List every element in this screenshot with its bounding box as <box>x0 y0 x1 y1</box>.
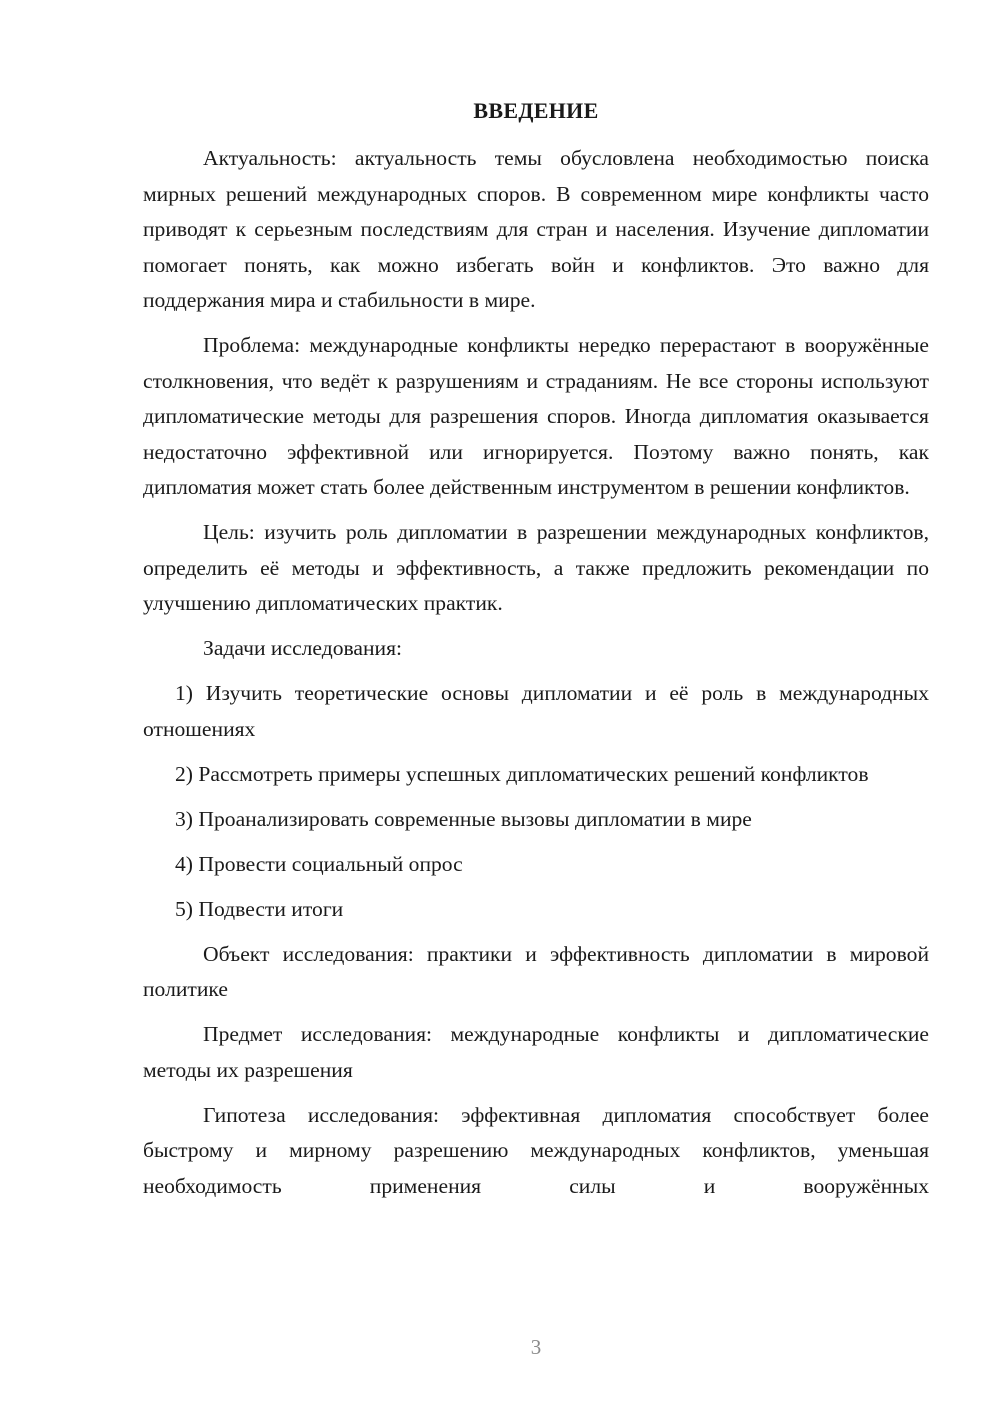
page-number: 3 <box>530 1335 542 1359</box>
task-item: 3) Проанализировать современные вызовы дипломатии в мире <box>175 806 752 831</box>
paragraph-object: Объект исследования: практики и эффективность дипломатии в мировой политике <box>143 941 929 1001</box>
paragraph-subject: Предмет исследования: международные конфликты и дипломатические методы их разрешения <box>143 1022 929 1082</box>
task-item: 2) Рассмотреть примеры успешных дипломатических решений конфликтов <box>175 761 869 786</box>
section-heading: ВВЕДЕНИЕ <box>473 98 599 123</box>
task-item: 4) Провести социальный опрос <box>175 851 463 876</box>
tasks-intro: Задачи исследования: <box>203 636 403 660</box>
paragraph-problem: Проблема: международные конфликты нередко перерастают в вооружённые столкновения, что ведёт к разрушениям и страданиям. Не все стороны используют дипломатические методы для разрешения споров. Иногда дипломатия оказывается недостаточно эффективной или игнорируется. Поэтому важно понять, как дипломатия может стать более действенным инструментом в решении конфликтов. <box>143 333 929 499</box>
paragraph-relevance: Актуальность: актуальность темы обусловлена необходимостью поиска мирных решений международных споров. В современном мире конфликты часто приводят к серьезным последствиям для стран и населения. Изучение дипломатии помогает понять, как можно избегать войн и конфликтов. Это важно для поддержания мира и стабильности в мире. <box>143 146 929 312</box>
paragraph-hypothesis: Гипотеза исследования: эффективная дипломатия способствует более быстрому и мирному разрешению международных конфликтов, уменьшая необходимость применения силы и вооружённых <box>143 1102 929 1198</box>
task-item: 1) Изучить теоретические основы дипломатии и её роль в международных отношениях <box>143 681 929 741</box>
paragraph-goal: Цель: изучить роль дипломатии в разрешении международных конфликтов, определить её методы и эффективность, а также предложить рекомендации по улучшению дипломатических практик. <box>143 520 929 615</box>
document-body <box>143 141 929 1214</box>
task-item: 5) Подвести итоги <box>175 896 344 921</box>
